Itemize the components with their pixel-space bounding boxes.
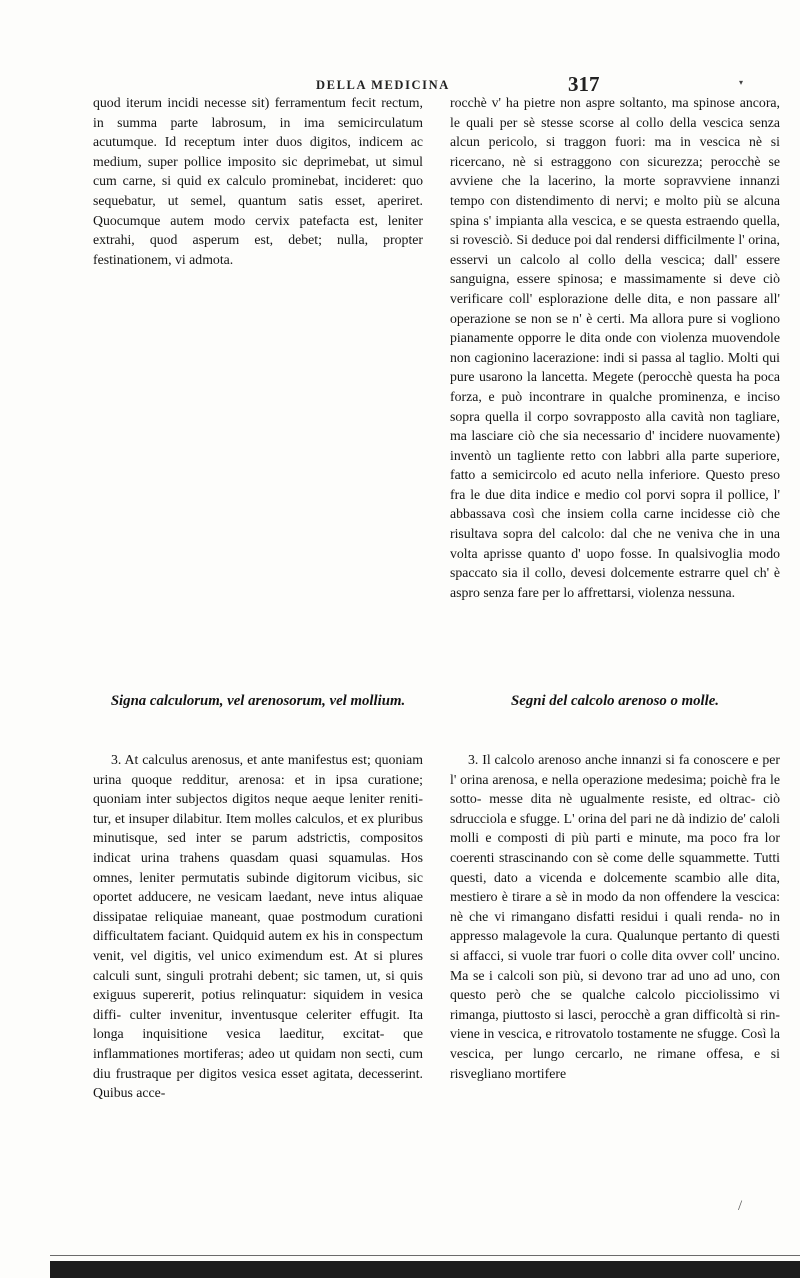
running-header: DELLA MEDICINA (316, 78, 450, 92)
latin-column-section (93, 692, 423, 1103)
corner-mark: ▾ (739, 78, 744, 87)
latin-column-top (93, 93, 423, 269)
italian-column-section (450, 692, 780, 1083)
bottom-edge-line (50, 1255, 800, 1256)
italian-top-paragraph: rocchè v' ha pietre non aspre soltanto, ma spinose ancora, le quali per sè stesse scorse al collo della vescica senza alcun pericolo, si traggon fuori: ma in vescica nè si ricercano, nè si estraggono con sicurezza; perocchè se avviene che la lacerino, la morte sopravviene innanzi tempo con distendimento di nervi; e molto più se alcuna spina s' impianta alla vescica, e se questa estraendo quella, si rovesciò. Si deduce poi dal rendersi difficilmente l' orina, esservi un calcolo al collo della vescica; dall' essere sanguigna, essere spinosa; e massimamente si deve ciò verificare coll' esplorazione delle dita, e non passare all' operazione se non se n' è certi. Ma allora pure si vogliono pianamente opporre le dita onde con violenza muovendole non cagionino lacerazione: indi si passa al taglio. Molti qui pure usarono la lancetta. Megete (perocchè questa ha poca forza, e può incontrare in qualche prominenza, e inciso sopra quella il corpo sovrapposto alla cavità non tagliare, ma lasciare ciò che sia necessario d' incidere nuovamente) inventò un tagliente retto con labbri alla parte superiore, fatto a semicircolo ed acuto nella inferiore. Questo preso fra le due dita indice e medio col porvi sopra il pollice, l' abbassava così che insiem colla carne incidesse ciò che risultava sopra del calcolo: dal che ne veniva che in una volta aprisse quanto d' uopo fosse. In qualsivoglia modo spaccato sia il collo, devesi dolcemente estrarre quel ch' è aspro senza fare per lo affrettarsi, violenza nessuna. (450, 95, 780, 600)
italian-section-heading: Segni del calcolo arenoso o molle. (511, 693, 719, 709)
bottom-scan-edge (50, 1261, 800, 1278)
page-number: 317 (568, 72, 600, 96)
latin-top-paragraph: quod iterum incidi necesse sit) ferramentum fecit rectum, in summa parte labrosum, in ima semicirculatum acutumque. Id receptum inter duos digitos, indicem ac medium, super pollice imposito sic deprimebat, ut simul cum carne, si quid ex calculo prominebat, incideret: quo sequebatur, ut semel, quantum satis esset, aperiret. Quocumque autem modo cervix patefacta est, leniter extrahi, quod asperum est, debet; nulla, propter festinationem, vi admota. (93, 95, 423, 267)
italian-section-paragraph: 3. Il calcolo arenoso anche innanzi si fa conoscere e per l' orina arenosa, e nella operazione medesima; poichè fra le sotto- messe dita nè ugualmente resiste, ed oltrac- ciò sdrucciola e sfugge. L' orina del pari ne dà indizio de' caloli molli e composti di più parti e minute, ma poco fra lor coerenti strascinando con sè come delle squammette. Tutti questi, dato a vicenda e dolcemente scambio alle dita, mestiero è tirare a sè in modo da non offendere la vescica: nè che vi rimangano disfatti residui i quali renda- no in appresso malagevole la cura. Qualunque pertanto di questi si affacci, si vuole trar fuori o colle dita ovver coll' uncino. Ma se i calcoli son più, si devono trar ad uno ad uno, con questo però che se qualche calcolo picciolissimo vi rimanga, piuttosto si lasci, perocchè a gran difficoltà si rin- viene in vescica, e ritrovatolo tostamente ne sfugge. Così la vescica, per lungo cercarlo, ne rimane offesa, e si risvegliano mortifere (450, 752, 780, 1081)
latin-section-heading: Signa calculorum, vel arenosorum, vel mollium. (110, 693, 406, 709)
italian-column-top (450, 93, 780, 602)
margin-mark: / (738, 1198, 743, 1214)
latin-section-paragraph: 3. At calculus arenosus, et ante manifestus est; quoniam urina quoque redditur, arenosa: et in ipsa curatione; quoniam inter subjectos digitos neque aeque leniter reniti- tur, et insuper dilabitur. Item molles calculos, et ex pluribus minutisque, sed inter se parum adstrictis, compositos indicat urina trahens quasdam quasi squamulas. Hos omnes, leniter permutatis subinde digitorum vicibus, sic oportet adducere, ne vesicam laedant, neve intus aliquae dissipatae reliquiae maneant, quae postmodum curationi difficultatem faciant. Quidquid autem ex his in conspectum venit, vel digitis, vel unico eximendum est. At si plures calculi sunt, singuli protrahi debent; sic tamen, ut, si quis exiguus supererit, potius relinquatur: siquidem in vesica diffi- culter invenitur, inventusque celeriter effugit. Ita longa inquisitione vesica laeditur, excitat- que inflammationes mortiferas; adeo ut quidam non secti, cum diu frustraque per digitos vesica esset agitata, decesserint. Quibus acce- (93, 752, 423, 1101)
